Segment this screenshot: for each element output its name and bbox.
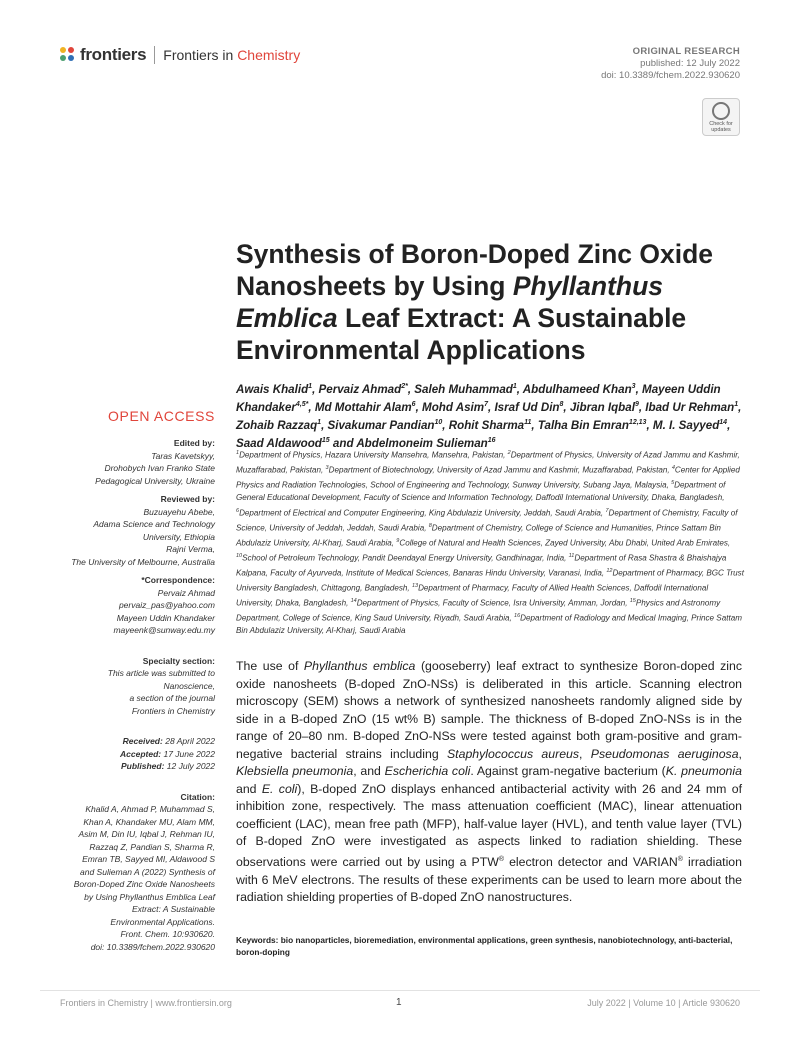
registered-mark: ® <box>677 856 683 864</box>
open-access-label: OPEN ACCESS <box>108 408 215 424</box>
author-name[interactable]: Israf Ud Din <box>494 400 560 414</box>
affiliation-text: School of Petroleum Technology, Pandit Deendayal Energy University, Gandhinagar, India, <box>242 553 569 563</box>
sidebar-line: Razzaq Z, Pandian S, Sharma R, <box>89 841 215 852</box>
sidebar-line: Drohobych Ivan Franko State <box>104 463 215 473</box>
affiliation-text: Department of General Educational Development, Faculty of Science and Information Technology, Daffodil International University, Dhaka, Bangladesh, <box>236 480 726 503</box>
check-for-updates-button[interactable] <box>702 98 740 136</box>
abstract-text: , <box>738 746 742 761</box>
frontiers-logo[interactable] <box>60 45 300 65</box>
author-affiliation-ref: 8 <box>559 400 564 408</box>
abstract-italic-term: Klebsiella pneumonia <box>236 764 354 779</box>
author-name[interactable]: Zohaib Razzaq <box>236 418 318 432</box>
sidebar-line: Pedagogical University, Ukraine <box>95 475 215 486</box>
sidebar-line: Mayeen Uddin Khandaker <box>116 612 215 623</box>
affiliation-text: College of Natural and Health Sciences, Zayed University, Abu Dhabi, United Arab Emirates, <box>399 538 731 548</box>
affiliation-number: 2 <box>507 450 511 456</box>
abstract-italic-term: K. pneumonia <box>665 764 742 779</box>
edited-by-label: Edited by: <box>173 438 215 448</box>
sidebar-line: and Sulieman A (2022) Synthesis of <box>80 866 215 877</box>
affiliation-number: 7 <box>605 507 609 514</box>
author-affiliation-ref: 1 <box>512 383 517 390</box>
affiliation-number: 5 <box>671 480 675 487</box>
sidebar-line: Nanoscience, <box>163 680 215 691</box>
author-affiliation-ref: 4,5* <box>295 400 309 408</box>
affiliation-text: Physics and Astronomy Department, College of Science, King Saud University, Riyadh, Saudi Arabia, <box>236 598 721 624</box>
sidebar-line: Extract: A Sustainable <box>132 904 215 914</box>
abstract-italic-term: Pseudomonas aeruginosa <box>590 746 739 761</box>
affiliation-text: Department of Physics, University of Azad Jammu and Kashmir, Muzaffarabad, Pakistan, <box>236 450 740 475</box>
abstract-text: irradiation with 6 MeV electrons. The results of these experiments can be used to learn more about the radiation shielding properties of B-doped ZnO nanostructures. <box>236 855 742 905</box>
author-affiliation-ref: 10 <box>434 418 443 426</box>
author-name[interactable]: Awais Khalid <box>236 382 309 396</box>
affiliation-number: 11 <box>568 552 575 559</box>
sidebar-line: The University of Melbourne, Australia <box>71 556 215 567</box>
sidebar-line: Asim M, Din IU, Iqbal J, Rehman IU, <box>78 829 215 839</box>
abstract-text: , <box>579 746 591 761</box>
footer-divider <box>40 990 760 991</box>
author-name[interactable]: Mohd Asim <box>422 400 485 414</box>
correspondence-label: *Correspondence: <box>141 575 215 585</box>
author-affiliation-ref: 12,13 <box>628 418 647 426</box>
author-affiliation-ref: 7 <box>484 400 488 408</box>
author-affiliation-ref: 6 <box>411 400 416 408</box>
specialty-section-label: Specialty section: <box>142 655 215 666</box>
affiliation-number: 9 <box>396 537 400 544</box>
keywords-label: Keywords: <box>236 935 279 945</box>
sidebar-line: Front. Chem. 10:930620. <box>120 929 215 939</box>
affiliation-number: 12 <box>606 568 613 575</box>
journal-name: Frontiers in Chemistry <box>163 47 301 63</box>
affiliation-text: Department of Rasa Shastra & Bhaishajya Kalpana, Faculty of Ayurveda, Institute of Medical Sciences, Banaras Hindu University, Varanasi, India, <box>236 553 727 578</box>
author-affiliation-ref: 9 <box>634 400 639 408</box>
abstract-text: ), B-doped ZnO displays enhanced antibacterial activity with 26 and 24 mm of inhibition zone, respectively. The mass attenuation coefficient (MAC), linear attenuation coefficient (LAC), mean free path (MFP), half-value layer (HVL), and tenth value layer (TVL) of B-doped ZnO were investigated as aspects linked to radiation shielding. These observations were carried out by using a PTW <box>236 781 742 870</box>
affiliation-text: Center for Applied Physics and Radiation Technologies, School of Engineering and Technology, Sunway University, Subang Jaya, Malaysia, <box>236 465 740 490</box>
abstract-text: (gooseberry) leaf extract to synthesize Boron-doped zinc oxide nanosheets (B-doped ZnO-NSs) is deliberated in this article. Scanning electron microscopy (SEM) shows a network of synthesized nanosheets randomly aligned side by side in a B-doped ZnO (15 wt% B) sample. The thickness of B-doped ZnO-NSs is in the range of 20–80 nm. B-doped ZnO-NSs were tested against both gram-positive and gram-negative bacterial strains including <box>236 659 742 761</box>
affiliation-number: 15 <box>629 598 636 605</box>
footer-journal-link[interactable]: Frontiers in Chemistry | www.frontiersin.org <box>60 998 232 1008</box>
article-title: Synthesis of Boron-Doped Zinc Oxide Nanosheets by Using Phyllanthus Emblica Leaf Extract: A Sustainable Environmental Applications <box>236 239 714 365</box>
abstract-italic-term: Staphylococcus aureus <box>446 746 580 761</box>
accepted-date: Accepted: 17 June 2022 <box>120 748 215 759</box>
editor-info <box>40 450 215 488</box>
article-meta <box>601 46 740 82</box>
sidebar-line: doi: 10.3389/fchem.2022.930620 <box>90 941 215 952</box>
abstract-italic-term: Phyllanthus emblica <box>303 659 416 673</box>
affiliation-number: 10 <box>236 552 243 559</box>
author-name[interactable]: Ibad Ur Rehman <box>645 400 735 414</box>
author-affiliation-ref: 2* <box>401 383 408 390</box>
check-updates-label: Check for updates <box>709 121 733 133</box>
sidebar-line: Environmental Applications. <box>110 916 215 927</box>
affiliation-text: Department of Pharmacy, BGC Trust University Bangladesh, Chittagong, Bangladesh, <box>236 568 744 593</box>
article-type: ORIGINAL RESEARCH <box>632 46 740 57</box>
abstract-text: electron detector and VARIAN <box>504 855 678 870</box>
citation-info <box>40 803 215 953</box>
sidebar-line: Buzuayehu Abebe, <box>143 506 215 517</box>
sidebar-line: pervaiz_pas@yahoo.com <box>118 600 215 610</box>
sidebar-line: by Using Phyllanthus Emblica Leaf <box>84 891 215 902</box>
author-affiliation-ref: 1 <box>308 383 313 390</box>
author-name[interactable]: Saleh Muhammad <box>414 382 513 396</box>
author-name[interactable]: Talha Bin Emran <box>537 418 629 432</box>
author-affiliation-ref: 15 <box>321 436 330 444</box>
frontiers-logo-icon <box>60 47 76 63</box>
keywords-text: bio nanoparticles, bioremediation, environmental applications, green synthesis, nanobiotechnology, anti-bacterial, boron-doping <box>236 935 733 957</box>
correspondence-info[interactable] <box>40 587 215 637</box>
keywords <box>236 934 742 958</box>
sidebar-line: Khan A, Khandaker MU, Alam MM, <box>83 816 215 827</box>
article-sidebar <box>40 437 215 953</box>
published-date-sidebar: Published: 12 July 2022 <box>120 761 215 771</box>
affiliation-text: Department of Chemistry, Faculty of Science, University of Jeddah, Jeddah, Saudi Arabia, <box>236 508 738 533</box>
author-name[interactable]: Md Mottahir Alam <box>314 400 412 414</box>
registered-mark: ® <box>498 856 505 864</box>
affiliation-text: Department of Chemistry, College of Science and Humanities, Prince Sattam Bin Abdulaziz University, Al-Kharj, Saudi Arabia, <box>236 523 721 548</box>
abstract-text: , and <box>353 764 385 779</box>
footer-issue-info: July 2022 | Volume 10 | Article 930620 <box>587 998 740 1008</box>
sidebar-line: Taras Kavetskyy, <box>151 450 215 461</box>
author-list: Awais Khalid$^1$, Pervaiz Ahmad$^{2*}$, Saleh Muhammad$^1$, Abdulhameed Khan$^3$, Mayeen Uddin Khandaker$^{4,5*}$, Md Mottahir Alam$^6$, Mohd Asim$^7$, Israf Ud Din$^8$, Jibran Iqbal$^9$, Ibad Ur Rehman$^1$, Zohaib Razzaq$^1$, Sivakumar Pandian$^{10}$, Rohit Sharma$^{11}$, Talha Bin Emran$^{12,13}$, M. I. Sayyed$^{14}$, Saad Aldawood$^{15}$ and Abdelmoneim Sulieman$^{16}$ <box>236 382 742 450</box>
sidebar-line: Pervaiz Ahmad <box>157 587 215 598</box>
author-name[interactable]: Abdulhameed Khan <box>522 382 632 396</box>
sidebar-line: Frontiers in Chemistry <box>131 705 215 716</box>
affiliation-number: 8 <box>428 522 432 529</box>
logo-divider <box>154 46 155 64</box>
sidebar-line: Emran TB, Sayyed MI, Aldawood S <box>82 854 215 864</box>
published-date: published: 12 July 2022 <box>640 58 740 69</box>
citation-label: Citation: <box>180 791 215 802</box>
author-affiliation-ref: 14 <box>719 418 728 426</box>
sidebar-line: University, Ethiopia <box>142 531 215 542</box>
author-affiliation-ref: 3 <box>631 383 636 390</box>
sidebar-line: This article was submitted to <box>107 668 215 678</box>
sidebar-line: Adama Science and Technology <box>93 519 215 529</box>
author-affiliation-ref: 1 <box>317 418 322 426</box>
sidebar-line: mayeenk@sunway.edu.my <box>113 625 215 635</box>
affiliation-number: 6 <box>236 507 240 514</box>
reviewer-info <box>40 506 215 569</box>
received-date: Received: 28 April 2022 <box>122 736 215 746</box>
author-name[interactable]: Jibran Iqbal <box>569 400 635 414</box>
author-name[interactable]: Pervaiz Ahmad <box>318 382 402 396</box>
affiliations <box>236 447 746 638</box>
affiliation-number: 14 <box>350 598 357 605</box>
sidebar-line: Boron-Doped Zinc Oxide Nanosheets <box>73 879 215 889</box>
affiliation-text: Department of Radiology and Medical Imaging, Prince Sattam Bin Abdulaziz University, Al-Kharj, Saudi Arabia <box>236 614 742 636</box>
abstract <box>236 658 742 907</box>
author-name[interactable]: Abdelmoneim Sulieman <box>356 436 488 450</box>
specialty-info <box>40 667 215 717</box>
affiliation-text: Department of Electrical and Computer Engineering, King Abdulaziz University, Jeddah, Saudi Arabia, <box>239 508 606 518</box>
article-doi[interactable]: doi: 10.3389/fchem.2022.930620 <box>601 70 740 81</box>
affiliation-text: Department of Physics, Hazara University Mansehra, Mansehra, Pakistan, <box>239 450 508 460</box>
author-affiliation-ref: 11 <box>524 418 532 426</box>
author-name[interactable]: M. I. Sayyed <box>652 418 720 432</box>
affiliation-number: 4 <box>671 465 675 472</box>
reviewed-by-label: Reviewed by: <box>160 494 215 504</box>
affiliation-text: Department of Pharmacy, Faculty of Allied Health Sciences, Daffodil International University, Dhaka, Bangladesh, <box>236 583 709 608</box>
affiliation-number: 1 <box>236 450 240 456</box>
author-name[interactable]: Sivakumar Pandian <box>327 418 435 432</box>
affiliation-text: Department of Physics, Faculty of Science, Isra University, Amman, Jordan, <box>356 598 630 608</box>
author-name[interactable]: Mayeen Uddin Khandaker <box>236 382 721 414</box>
author-affiliation-ref: 1 <box>734 400 739 408</box>
affiliation-number: 16 <box>514 613 521 620</box>
affiliation-text: Department of Biotechnology, University of Azad Jammu and Kashmir, Muzaffarabad, Pakistan, <box>328 465 672 475</box>
abstract-italic-term: Escherichia coli <box>384 764 471 779</box>
sidebar-line: Rajni Verma, <box>166 544 215 554</box>
author-name[interactable]: Rohit Sharma <box>448 418 525 432</box>
affiliation-number: 13 <box>411 583 419 590</box>
author-name[interactable]: Saad Aldawood <box>236 436 322 450</box>
sidebar-line: a section of the journal <box>129 693 215 703</box>
page-number: 1 <box>396 997 402 1008</box>
abstract-text: The use of <box>236 659 304 673</box>
check-updates-icon <box>712 102 730 120</box>
brand-name: frontiers <box>80 45 147 64</box>
abstract-text: . Against gram-negative bacterium ( <box>470 764 666 779</box>
affiliation-number: 3 <box>325 465 329 472</box>
abstract-text: and <box>236 781 262 796</box>
abstract-italic-term: E. coli <box>261 781 298 796</box>
sidebar-line: Khalid A, Ahmad P, Muhammad S, <box>85 804 215 814</box>
author-affiliation-ref: 16 <box>487 436 496 444</box>
